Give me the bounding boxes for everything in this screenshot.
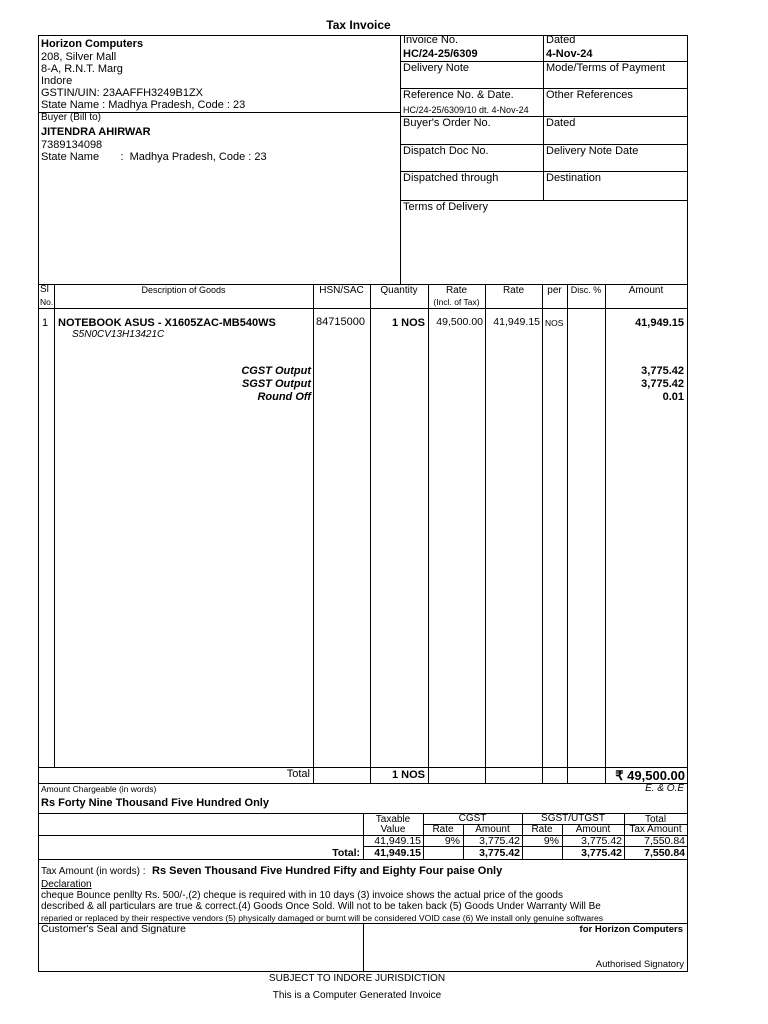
tax-row-taxable: 41,949.15	[374, 835, 421, 847]
item-rate-incl: 49,500.00	[436, 316, 483, 328]
tax-row-sgst-rate: 9%	[543, 835, 559, 847]
eoe-text: E. & O.E	[645, 783, 684, 794]
seller-state: State Name : Madhya Pradesh, Code : 23	[41, 99, 246, 111]
tax-row-cgst-amount: 3,775.42	[479, 835, 520, 847]
seller-address-2: 8-A, R.N.T. Marg	[41, 63, 123, 75]
sgst-rate-header: Rate	[531, 824, 553, 835]
cgst-output-amount: 3,775.42	[641, 365, 684, 377]
item-per: NOS	[545, 318, 564, 328]
col-line	[605, 284, 606, 783]
tax-total-cgst: 3,775.42	[479, 847, 520, 859]
tax-row-total: 7,550.84	[644, 835, 685, 847]
col-rate-incl-sub: (Incl. of Tax)	[433, 297, 480, 307]
col-description: Description of Goods	[141, 285, 226, 295]
buyer-heading: Buyer (Bill to)	[41, 112, 102, 123]
item-rate: 41,949.15	[493, 316, 540, 328]
seller-city: Indore	[41, 75, 73, 87]
item-hsn: 84715000	[316, 316, 365, 328]
item-quantity: 1 NOS	[391, 317, 425, 329]
cgst-output-label: CGST Output	[241, 365, 311, 377]
declaration-line-1: cheque Bounce penllty Rs. 500/-,(2) cheque is required with in 10 days (3) invoice shows the actual price of the goods	[41, 890, 563, 901]
tax-row-cgst-rate: 9%	[444, 835, 460, 847]
seller-name: Horizon Computers	[41, 38, 144, 50]
item-sl: 1	[42, 317, 49, 329]
buyer-order-label: Buyer's Order No.	[403, 117, 491, 129]
col-line	[313, 284, 314, 783]
col-line	[54, 284, 55, 767]
tax-words-value: Rs Seven Thousand Five Hundred Fifty and Eighty Four paise Only	[152, 865, 503, 877]
col-line	[542, 284, 543, 783]
item-name: NOTEBOOK ASUS - X1605ZAC-MB540WS	[58, 317, 276, 329]
tax-total-taxable: 41,949.15	[374, 847, 421, 859]
frame-right	[687, 35, 688, 972]
sgst-amount-header: Amount	[575, 824, 611, 835]
invoice-date: 4-Nov-24	[546, 48, 593, 60]
col-line	[567, 284, 568, 783]
seller-gstin: GSTIN/UIN: 23AAFFH3249B1ZX	[41, 87, 203, 99]
taxable-header-1: Taxable	[375, 814, 411, 825]
tax-summary-bottom	[38, 859, 687, 860]
total-tax-header-1: Total	[644, 814, 667, 825]
tax-row-sgst-amount: 3,775.42	[581, 835, 622, 847]
col-rate: Rate	[502, 285, 525, 296]
total-label: Total	[286, 768, 310, 780]
customer-seal-label: Customer's Seal and Signature	[41, 923, 187, 935]
invoice-no: HC/24-25/6309	[403, 48, 478, 60]
terms-delivery-label: Terms of Delivery	[403, 201, 488, 213]
col-quantity: Quantity	[380, 285, 418, 296]
seller-address-1: 208, Silver Mall	[41, 51, 117, 63]
mode-terms-label: Mode/Terms of Payment	[546, 62, 666, 74]
frame-left	[38, 35, 39, 972]
col-line	[485, 284, 486, 783]
tax-total-sgst: 3,775.42	[581, 847, 622, 859]
dispatched-through-label: Dispatched through	[403, 172, 499, 184]
col-line	[428, 284, 429, 783]
authorised-signatory-label: Authorised Signatory	[595, 959, 684, 970]
reference-value: HC/24-25/6309/10 dt. 4-Nov-24	[403, 105, 529, 115]
col-per: per	[547, 285, 562, 296]
dispatch-doc-label: Dispatch Doc No.	[403, 145, 489, 157]
buyer-state: State Name : Madhya Pradesh, Code : 23	[41, 151, 267, 163]
col-rate-incl: Rate	[445, 285, 468, 296]
destination-label: Destination	[546, 172, 602, 184]
col-line	[370, 284, 371, 783]
sgst-header: SGST/UTGST	[541, 813, 605, 824]
signature-divider	[363, 923, 364, 971]
cgst-rate-header: Rate	[432, 824, 454, 835]
cgst-header: CGST	[458, 813, 487, 824]
frame-top	[38, 35, 687, 36]
dated-label: Dated	[546, 34, 576, 46]
meta-divider	[543, 35, 544, 200]
item-serial: S5N0CV13H13421C	[72, 329, 165, 340]
other-references-label: Other References	[546, 89, 633, 101]
computer-generated-text: This is a Computer Generated Invoice	[272, 990, 442, 1001]
col-hsn: HSN/SAC	[319, 285, 364, 296]
sgst-output-amount: 3,775.42	[641, 378, 684, 390]
for-company-label: for Horizon Computers	[579, 924, 683, 935]
col-disc: Disc. %	[570, 285, 602, 295]
round-off-label: Round Off	[257, 391, 311, 403]
taxable-header-2: Value	[380, 824, 406, 835]
item-amount: 41,949.15	[635, 317, 684, 329]
header-divider	[400, 35, 401, 284]
tax-words-label: Tax Amount (in words) :	[41, 866, 146, 877]
col-sl: Sl	[40, 284, 49, 295]
invoice-no-label: Invoice No.	[403, 34, 459, 46]
page-title: Tax Invoice	[326, 18, 391, 32]
declaration-line-3: reparied or replaced by their respective vendors (5) physically damaged or burnt will be considered VOID case (6) We install only genuine softwares	[41, 913, 604, 923]
buyer-name: JITENDRA AHIRWAR	[41, 126, 151, 138]
total-tax-header-2: Tax Amount	[629, 824, 682, 835]
buyer-phone: 7389134098	[41, 139, 103, 151]
total-quantity: 1 NOS	[391, 769, 425, 781]
declaration-line-2: described & all particulars are true & correct.(4) Goods Once Sold. Will not to be taken back (5) Goods Under Warranty Will Be	[41, 901, 601, 912]
cgst-amount-header: Amount	[475, 824, 510, 835]
jurisdiction-text: SUBJECT TO INDORE JURISDICTION	[268, 973, 446, 984]
delivery-note-date-label: Delivery Note Date	[546, 145, 639, 157]
total-amount: ₹ 49,500.00	[615, 768, 685, 783]
sgst-output-label: SGST Output	[241, 378, 311, 390]
col-no: No.	[40, 297, 54, 307]
col-amount: Amount	[628, 285, 664, 296]
amount-chargeable-label: Amount Chargeable (in words)	[41, 784, 157, 794]
tax-total-label: Total:	[332, 847, 360, 859]
frame-bottom	[38, 971, 687, 972]
delivery-note-label: Delivery Note	[403, 62, 470, 74]
reference-label: Reference No. & Date.	[403, 89, 514, 101]
tax-total-total: 7,550.84	[644, 847, 685, 859]
amount-in-words: Rs Forty Nine Thousand Five Hundred Only	[41, 797, 269, 809]
round-off-amount: 0.01	[662, 391, 684, 403]
table-header-line	[38, 308, 687, 309]
order-dated-label: Dated	[546, 117, 576, 129]
declaration-heading: Declaration	[41, 879, 92, 890]
